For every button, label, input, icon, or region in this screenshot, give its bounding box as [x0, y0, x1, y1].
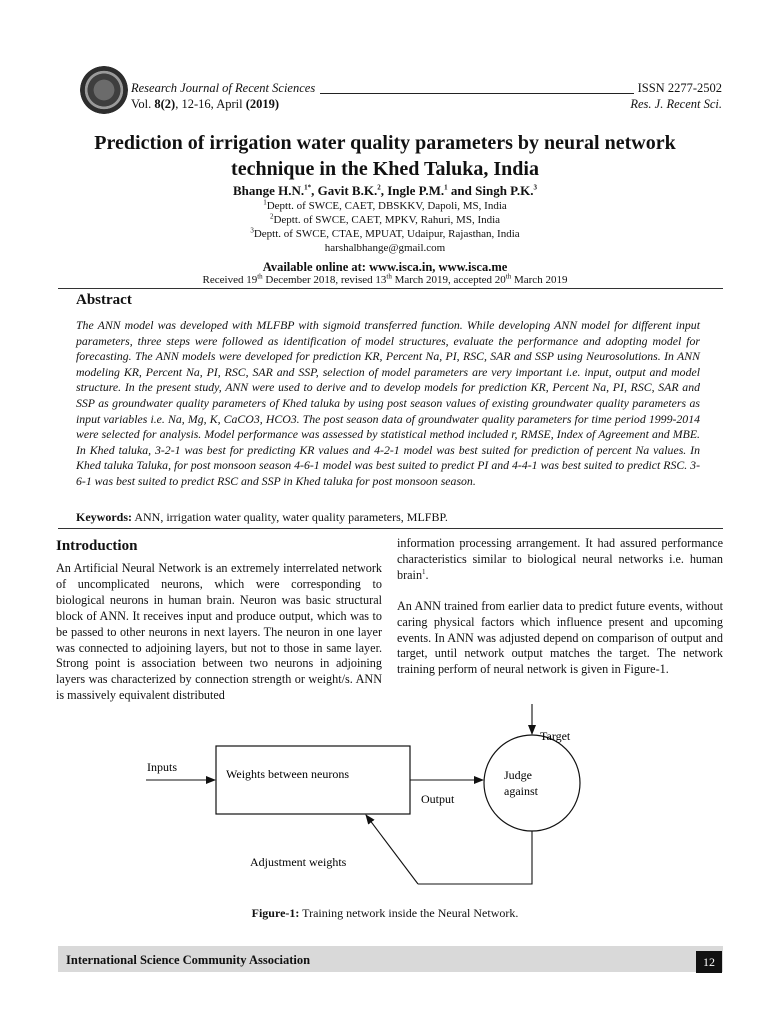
- label-weights: Weights between neurons: [226, 767, 349, 781]
- label-output: Output: [421, 792, 455, 806]
- introduction-heading: Introduction: [56, 538, 138, 554]
- footer-text: International Science Community Association: [66, 953, 311, 967]
- abstract-heading: Abstract: [76, 292, 132, 308]
- feedback-arrow: [366, 815, 418, 884]
- label-adjustment: Adjustment weights: [250, 855, 347, 869]
- email: harshalbhange@gmail.com: [324, 242, 446, 254]
- intro-paragraph: information processing arrangement. It had assured performance characteristics similar to biological neural networks i.e. human brain$^1$.: [397, 536, 723, 582]
- affiliation-2: $^2$Deptt. of SWCE, CAET, MPKV, Rahuri, MS, India: [269, 212, 501, 226]
- judge-circle: [484, 735, 580, 831]
- label-judge: Judge: [504, 768, 532, 782]
- journal-abbrev: Res. J. Recent Sci.: [630, 97, 722, 111]
- authors: Bhange H.N.$^{1*}$, Gavit B.K.$^2$, Ingle P.M.$^1$ and Singh P.K.$^3$: [232, 183, 538, 198]
- label-inputs: Inputs: [147, 760, 177, 774]
- abstract-text: The ANN model was developed with MLFBP with sigmoid transferred function. While developing ANN model for different input parameters, three steps were followed as identification of model structures, evaluate the performance and adopting model for forecasting. The ANN models were developed for prediction KR, Percent Na, PI, RSC, SAR and SSP using Neurosolutions. In ANN modeling KR, Percent Na, PI, RSC, SAR and SSP, selection of model parameters are very important i.e. input, output and model structure. In the present study, ANN were used to derive and to develop models for prediction KR, Percent Na, PI, RSC, SAR and SSP as groundwater quality parameters of Khed taluka by using post season values of existing groundwater quality parameters as input variables i.e. Na, Mg, K, CaCO3, HCO3. The post season data of groundwater quality parameters for time period 1999-2014 were selected for analysis. Model performance was assessed by statistical method included r, RMSE, Index of Agreement and MBE. In Khed taluka, 3-2-1 was best for predicting KR values and 4-2-1 model was best suited for prediction of percent Na values. In Khed taluka Taluka, for post monsoon season 4-6-1 model was best suited to predict PI and 4-4-1 was best suited to predict RSC. 3-6-1 was best suited to predict RSC and SSP in Khed taluka for post monsoon season.: [76, 318, 700, 488]
- volume-line: Vol. 8(2), 12-16, April (2019): [131, 97, 280, 111]
- intro-paragraph: An ANN trained from earlier data to predict future events, without caring physical factors which influence present and upcoming events. In ANN was adjusted depend on comparison of output and target, until network output matches the target. The network training perform of neural network is given in Figure-1.: [397, 598, 723, 677]
- feedback-line: [418, 831, 532, 884]
- paper-title: Prediction of irrigation water quality parameters by neural network technique in the Khed Taluka, India: [94, 132, 676, 180]
- available-online: Available online at: www.isca.in, www.isca.me: [262, 260, 508, 274]
- received-dates: Received 19th December 2018, revised 13th March 2019, accepted 20th March 2019: [202, 272, 568, 286]
- page-number: 12: [696, 951, 722, 973]
- issn: ISSN 2277-2502: [637, 81, 722, 95]
- affiliation-3: $^3$Deptt. of SWCE, CTAE, MPUAT, Udaipur, Rajasthan, India: [250, 226, 520, 240]
- label-against: against: [504, 784, 538, 798]
- figure-caption: Figure-1: Training network inside the Neural Network.: [251, 906, 519, 920]
- journal-name: Research Journal of Recent Sciences: [131, 81, 316, 95]
- affiliation-1: $^1$Deptt. of SWCE, CAET, DBSKKV, Dapoli, MS, India: [263, 198, 507, 212]
- intro-left-column: An Artificial Neural Network is an extremely interrelated network of uncomplicated neurons, which were corresponding to biological neurons in human brain. Neuron was basic structural block of ANN. It receives input and produce output, which was to be passed to other neurons in next layers. The neuron in one layer was connected to adjoining layers, but not to those in same layer. Strong point is association between two neurons in adjoining layers was characterized by connection strength or weight/s. ANN is massively equivalent distributed: [56, 561, 382, 703]
- label-target: Target: [540, 729, 571, 743]
- keywords: Keywords: ANN, irrigation water quality, water quality parameters, MLFBP.: [76, 510, 448, 524]
